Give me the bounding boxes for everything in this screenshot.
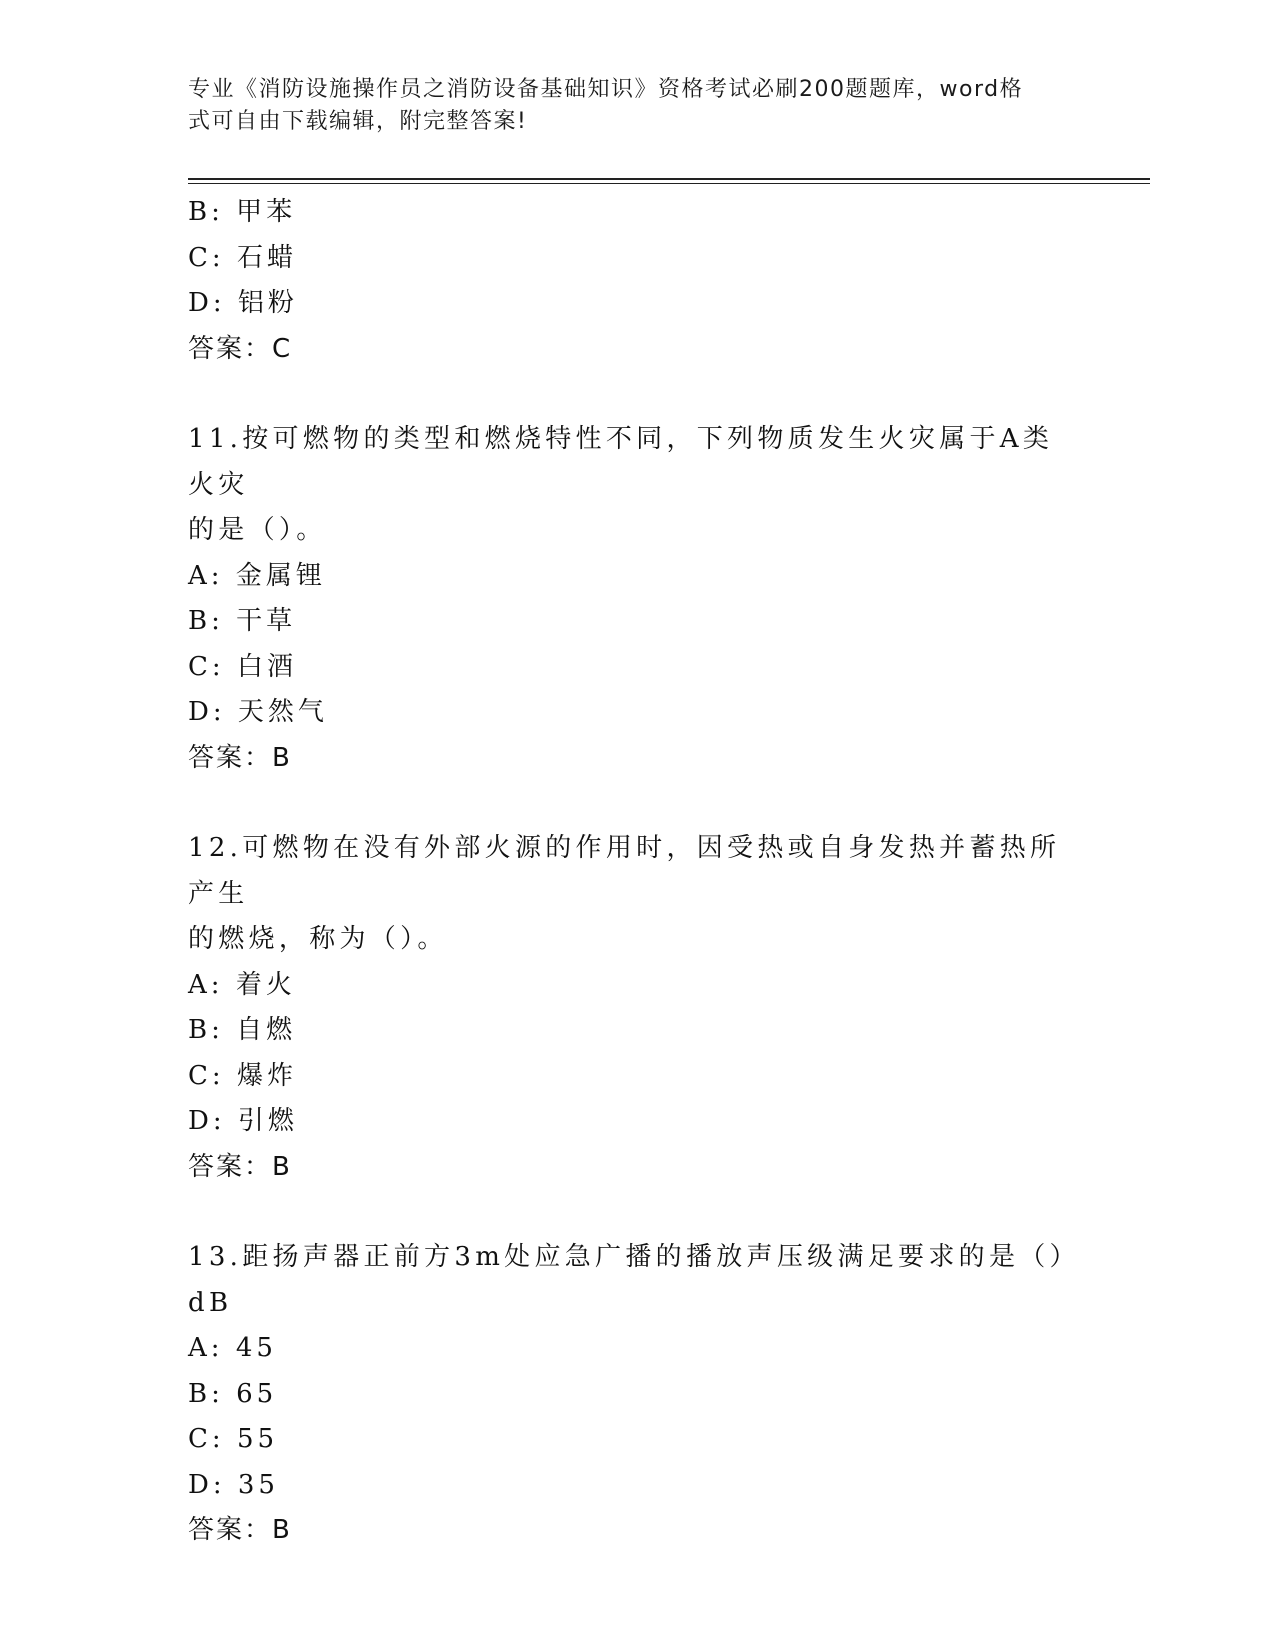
option-text: 金属锂 [235, 560, 326, 591]
option-label: B [188, 197, 212, 227]
carryover-block [188, 190, 1088, 372]
question-text-line-1: 11.按可燃物的类型和燃烧特性不同，下列物质发生火灾属于A类火灾 [188, 424, 1054, 500]
option-text: 甲苯 [236, 197, 297, 227]
answer-line: 答案：B [188, 1515, 292, 1545]
option-label: D [188, 1106, 213, 1136]
header-line-1: 专业《消防设施操作员之消防设备基础知识》资格考试必刷200题题库，word格 [188, 77, 1024, 102]
question-text-line-1: 12.可燃物在没有外部火源的作用时，因受热或自身发热并蓄热所产生 [188, 833, 1061, 909]
header-divider-thick [188, 178, 1150, 180]
option-label: C [188, 1060, 212, 1091]
option-text: 铝粉 [237, 288, 298, 318]
question-text [188, 826, 1068, 963]
option-text: 石蜡 [236, 242, 297, 273]
option-text: 35 [237, 1469, 279, 1500]
option-c: C: 55 [188, 1424, 279, 1454]
option-text: 天然气 [237, 697, 328, 727]
option-d: D: 35 [188, 1469, 279, 1500]
header-line-2: 式可自由下载编辑，附完整答案! [188, 109, 528, 134]
option-text: 爆炸 [236, 1060, 297, 1091]
option-text: 55 [236, 1424, 279, 1454]
option-label: D [188, 697, 213, 727]
option-text: 引燃 [237, 1106, 298, 1136]
question-12 [188, 826, 1088, 1190]
option-label: C [188, 651, 212, 682]
option-label: B [188, 1378, 212, 1409]
document-header [188, 74, 1068, 138]
option-d: D: 天然气 [188, 697, 328, 727]
spacer [188, 781, 1088, 826]
header-divider-thin [188, 183, 1150, 184]
answer-line: 答案：B [188, 1151, 292, 1182]
option-label: A [188, 969, 211, 1000]
question-text-line-1: 13.距扬声器正前方3m处应急广播的播放声压级满足要求的是（）dB [188, 1242, 1067, 1318]
option-label: D [188, 288, 213, 318]
option-text: 干草 [236, 606, 297, 636]
answer-line: 答案：B [188, 742, 292, 773]
option-label: D [188, 1469, 213, 1500]
option-a: A: 45 [188, 1333, 277, 1363]
option-label: B [188, 1015, 212, 1045]
option-label: C [188, 1424, 212, 1454]
option-c: C: 石蜡 [188, 242, 297, 273]
option-b: B: 甲苯 [188, 197, 297, 227]
option-a: A: 金属锂 [188, 560, 326, 591]
option-label: C [188, 242, 212, 273]
option-d: D: 铝粉 [188, 288, 298, 318]
question-text-line-2: 的燃烧，称为（）。 [188, 924, 448, 954]
option-b: B: 65 [188, 1378, 278, 1409]
option-b: B: 干草 [188, 606, 297, 636]
option-text: 着火 [235, 969, 296, 1000]
question-13 [188, 1235, 1088, 1554]
answer-line: 答案：C [188, 333, 293, 364]
question-11 [188, 417, 1088, 781]
option-a: A: 着火 [188, 969, 296, 1000]
question-content [188, 190, 1088, 1554]
option-text: 45 [235, 1333, 277, 1363]
spacer [188, 372, 1088, 417]
option-text: 65 [236, 1378, 278, 1409]
option-label: B [188, 606, 212, 636]
question-text [188, 417, 1068, 554]
option-label: A [188, 560, 211, 591]
question-text-line-2: 的是（）。 [188, 515, 327, 545]
option-b: B: 自燃 [188, 1015, 297, 1045]
question-text [188, 1235, 1068, 1326]
option-text: 白酒 [236, 651, 297, 682]
option-d: D: 引燃 [188, 1106, 298, 1136]
option-text: 自燃 [236, 1015, 297, 1045]
option-label: A [188, 1333, 211, 1363]
option-c: C: 白酒 [188, 651, 297, 682]
spacer [188, 1190, 1088, 1235]
option-c: C: 爆炸 [188, 1060, 297, 1091]
